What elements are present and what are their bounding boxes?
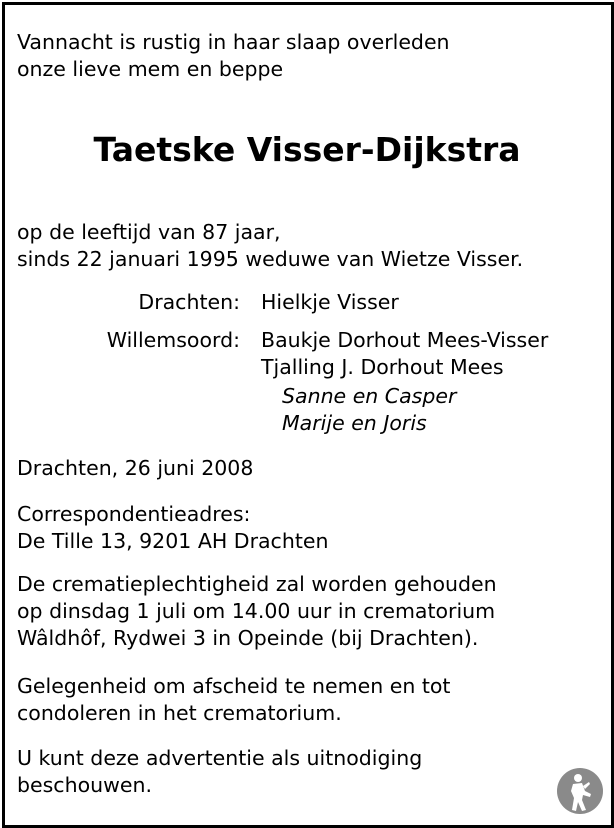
person-silhouette-logo-icon [556, 767, 604, 815]
cremation-block [17, 571, 497, 652]
relative-name-hielkje: Hielkje Visser [261, 290, 399, 314]
relative-place-drachten: Drachten: [138, 290, 240, 314]
place-date [17, 455, 253, 482]
grandchildren-marije-joris: Marije en Joris [282, 411, 427, 435]
invitation-block [17, 745, 422, 799]
cremation-line-1: De crematieplechtigheid zal worden gehouden [17, 572, 497, 596]
correspondence-address: De Tille 13, 9201 AH Drachten [17, 529, 329, 553]
age-line-1: op de leeftijd van 87 jaar, [17, 220, 281, 244]
place-date-line: Drachten, 26 juni 2008 [17, 456, 254, 480]
condolence-line-2: condoleren in het crematorium. [17, 701, 342, 725]
cremation-line-2: op dinsdag 1 juli om 14.00 uur in crematorium [17, 599, 496, 623]
correspondence-block [17, 501, 328, 555]
invitation-line-1: U kunt deze advertentie als uitnodiging [17, 746, 423, 770]
age-info [17, 219, 523, 273]
age-line-2: sinds 22 januari 1995 weduwe van Wietze Visser. [17, 247, 524, 271]
grandchildren-sanne-casper: Sanne en Casper [282, 384, 457, 408]
intro-text [17, 29, 450, 83]
deceased-name: Taetske Visser-Dijkstra [93, 130, 521, 169]
relative-name-tjalling: Tjalling J. Dorhout Mees [261, 355, 504, 379]
intro-line-1: Vannacht is rustig in haar slaap overleden [17, 30, 450, 54]
condolence-block [17, 673, 450, 727]
correspondence-label: Correspondentieadres: [17, 502, 251, 526]
relative-place-willemsoord: Willemsoord: [106, 328, 240, 352]
cremation-line-3: Wâldhôf, Rydwei 3 in Opeinde (bij Drachten). [17, 626, 479, 650]
condolence-line-1: Gelegenheid om afscheid te nemen en tot [17, 674, 451, 698]
intro-line-2: onze lieve mem en beppe [17, 57, 284, 81]
relative-name-baukje: Baukje Dorhout Mees-Visser [261, 328, 549, 352]
invitation-line-2: beschouwen. [17, 773, 152, 797]
